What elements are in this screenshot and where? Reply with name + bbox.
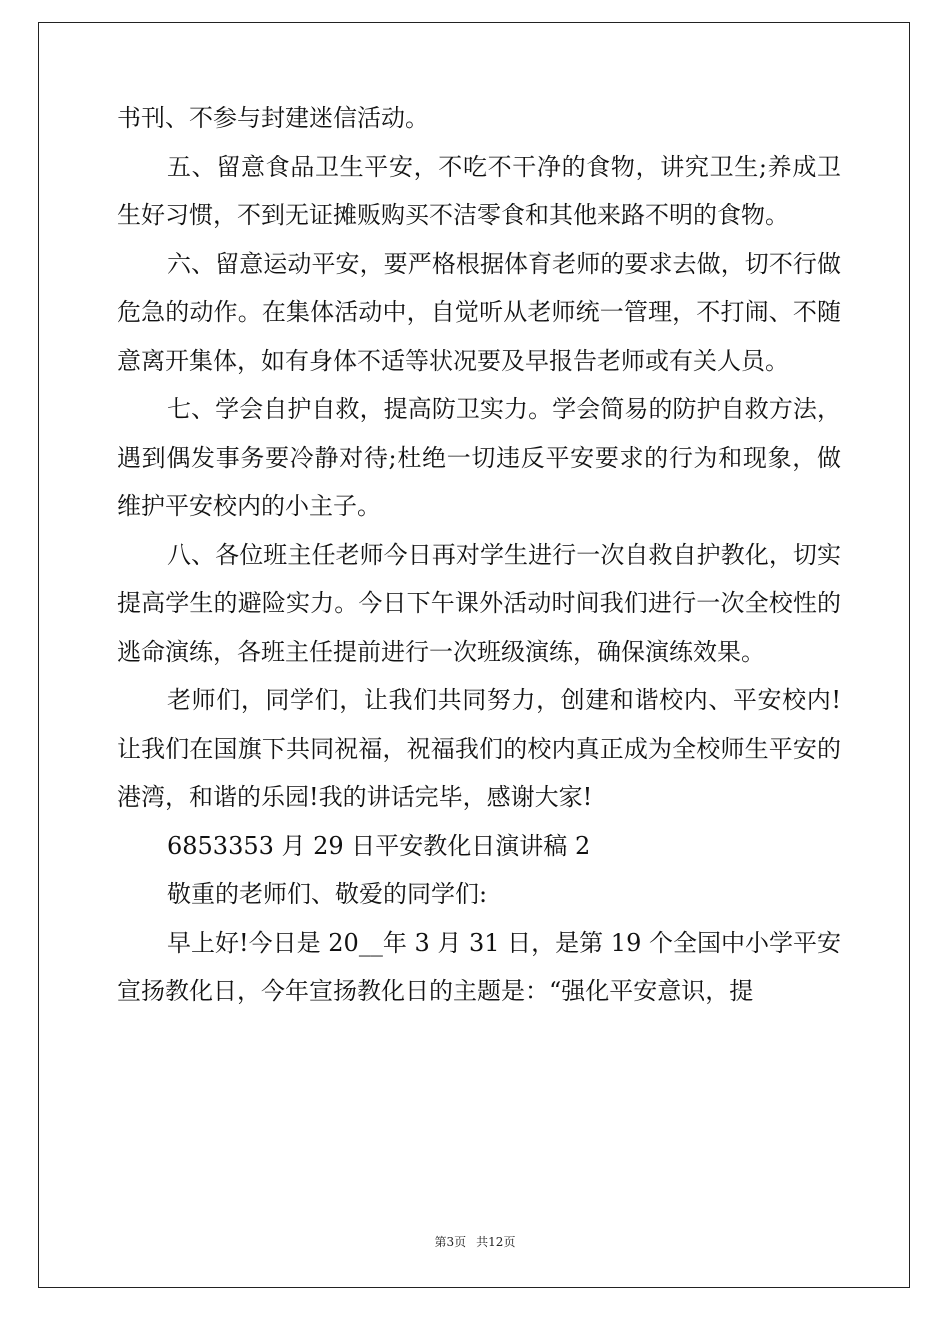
page-footer [0, 1233, 950, 1250]
paragraph: 书刊、不参与封建迷信活动。 [117, 104, 429, 132]
document-body [117, 94, 841, 1016]
paragraph: 八、各位班主任老师今日再对学生进行一次自救自护教化，切实提高学生的避险实力。今日下午课外活动时间我们进行一次全校性的逃命演练，各班主任提前进行一次班级演练，确保演练效果。 [117, 540, 841, 666]
section-heading: 6853353 月 29 日平安教化日演讲稿 2 [167, 831, 591, 860]
paragraph: 七、学会自护自救，提高防卫实力。学会简易的防护自救方法，遇到偶发事务要冷静对待;杜绝一切违反平安要求的行为和现象，做维护平安校内的小主子。 [117, 395, 841, 520]
page-total: 共12页 [476, 1235, 516, 1249]
salutation: 敬重的老师们、敬爱的同学们: [167, 880, 488, 908]
paragraph: 早上好!今日是 20__年 3 月 31 日，是第 19 个全国中小学平安宣扬教化日，今年宣扬教化日的主题是：“强化平安意识，提 [117, 928, 841, 1005]
paragraph: 六、留意运动平安，要严格根据体育老师的要求去做，切不行做危急的动作。在集体活动中，自觉听从老师统一管理，不打闹、不随意离开集体，如有身体不适等状况要及早报告老师或有关人员。 [117, 249, 841, 375]
page-number: 第3页 [434, 1235, 467, 1249]
paragraph: 老师们，同学们，让我们共同努力，创建和谐校内、平安校内!让我们在国旗下共同祝福，祝福我们的校内真正成为全校师生平安的港湾，和谐的乐园!我的讲话完毕，感谢大家! [117, 686, 841, 811]
paragraph: 五、留意食品卫生平安，不吃不干净的食物，讲究卫生;养成卫生好习惯，不到无证摊贩购买不洁零食和其他来路不明的食物。 [117, 152, 841, 229]
